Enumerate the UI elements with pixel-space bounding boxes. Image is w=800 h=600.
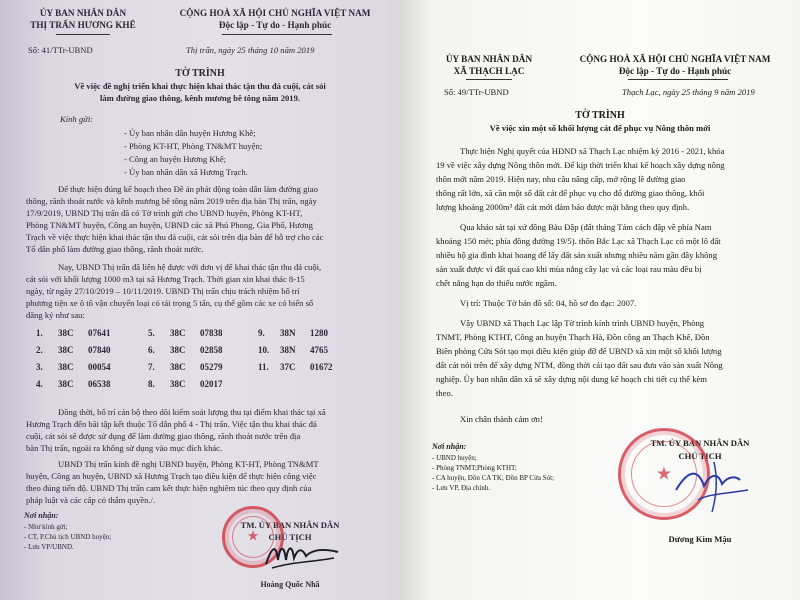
- right-para2-line: khoảng 150 mét; phía đông đường 19/5). thôn Bắc Lạc xã Thạch Lạc có một lô đất: [436, 236, 721, 246]
- left-para1-line: thông, rãnh thoát nước và kênh mương bê tông năm 2019 trên địa bàn Thị trấn, ngày: [26, 196, 317, 206]
- left-para2-line: đăng ký như sau:: [26, 310, 85, 320]
- left-para4-line: huyện, Công an huyện, UBND xã Hương Trạch tạo điều kiện để thực hiện công việc: [26, 471, 317, 481]
- left-org-line1: ỦY BAN NHÂN DÂN: [39, 8, 127, 18]
- plate-prefix: 38C: [170, 379, 186, 389]
- right-signature-icon: [668, 450, 758, 520]
- right-official-seal-icon: ★: [618, 428, 710, 520]
- plate-index: 11.: [258, 362, 269, 372]
- left-recipient-3: - Công an huyện Hương Khê;: [124, 154, 227, 164]
- left-noi-nhan-item: - Như kính gửi;: [24, 523, 68, 531]
- vehicle-plate-item: [148, 362, 223, 372]
- document-right: [400, 0, 800, 600]
- plate-index: 6.: [148, 345, 155, 355]
- plate-prefix: 38C: [170, 362, 186, 372]
- left-para1-line: Để thực hiện đúng kế hoạch theo Đề án phát động toàn dân làm đường giao: [58, 184, 318, 194]
- left-sign-title-1: TM. ỦY BAN NHÂN DÂN: [240, 520, 340, 530]
- left-sign-title-2: CHỦ TỊCH: [268, 532, 312, 542]
- plate-prefix: 38C: [58, 345, 74, 355]
- vehicle-plate-item: [148, 345, 223, 355]
- right-noi-nhan-item: - Phòng TNMT;Phòng KTHT;: [432, 464, 517, 472]
- right-noi-nhan-label: Nơi nhận:: [432, 442, 467, 451]
- right-noi-nhan-item: - UBND huyện;: [432, 454, 477, 462]
- right-sign-title-1: TM. ỦY BAN NHÂN DÂN: [650, 438, 750, 448]
- left-doc-date: Thị trấn, ngày 25 tháng 10 năm 2019: [186, 45, 315, 55]
- right-para1-line: lượng khoảng 2000m³ đất cát mới đảm bảo được mặt bằng theo quy định.: [436, 202, 690, 212]
- right-para1-line: thôn mới năm 2019. Hiện nay, nhu cầu nâng cấp, mở rộng lề đường giao: [436, 174, 686, 184]
- left-doc-number: Số: 41/TTr-UBND: [28, 45, 93, 55]
- right-noi-nhan-item: - Lưu VP, Địa chính.: [432, 484, 491, 492]
- left-para3-line: Hương Trạch đến bãi tập kết thuộc Tổ dân phố 4 - Thị trấn. Việc tận thu khai thác đá: [26, 419, 317, 429]
- right-para2-line: chết nắng hạn do thiếu nước ngầm.: [436, 278, 557, 288]
- right-nation-underline: [628, 79, 728, 80]
- left-nation-header: [160, 8, 390, 30]
- right-para1-line: Thực hiện Nghị quyết của HĐND xã Thạch Lạc nhiệm kỳ 2016 - 2021, khóa: [460, 146, 725, 156]
- left-para1-line: Phòng TN&MT huyện, Công an huyện, UBND các xã Phú Phong, Gia Phố, Hương: [26, 220, 313, 230]
- left-recipient-2: - Phòng KT-HT, Phòng TN&MT huyện;: [124, 141, 263, 151]
- vehicle-plate-item: [148, 379, 223, 389]
- plate-prefix: 38C: [58, 362, 74, 372]
- right-noi-nhan-item: - CA huyện, Đồn CA TK; Đồn BP Cửa Sót;: [432, 474, 555, 482]
- plate-number: 1280: [310, 328, 328, 338]
- left-org-line2: THỊ TRẤN HƯƠNG KHÊ: [30, 20, 136, 30]
- right-org-underline: [466, 79, 512, 80]
- left-subject-2: làm đường giao thông, kênh mương bê tông năm 2019.: [99, 93, 301, 103]
- left-para2-line: cát sỏi với khối lượng 1000 m3 tại xã Hương Trạch. Thời gian xin khai thác 8-15: [26, 274, 305, 284]
- right-para4-line: đất cát nói trên để xây dựng NTM, đồng thời cải tạo đất sau đưa vào sản xuất Nông: [436, 360, 723, 370]
- left-nation-line2: Độc lập - Tự do - Hạnh phúc: [218, 20, 332, 30]
- vehicle-plate-item: [258, 328, 328, 338]
- vehicle-plate-item: [36, 345, 111, 355]
- plate-prefix: 38C: [58, 379, 74, 389]
- left-doc-type: TỜ TRÌNH: [175, 68, 225, 79]
- left-nation-underline: [222, 34, 332, 35]
- right-para3-line: Vị trí: Thuộc Tờ bản đồ số: 04, hồ sơ đo đạc: 2007.: [460, 298, 637, 308]
- right-para4-line: Biên phòng Cửa Sót tạo mọi điều kiện giúp đỡ để UBND xã xin một số khối lượng: [436, 346, 722, 356]
- left-para4-line: theo đúng tiến độ. UBND Thị trấn cam kết thực hiện nghiêm túc theo quy định của: [26, 483, 312, 493]
- plate-index: 10.: [258, 345, 270, 355]
- left-para4-line: UBND Thị trấn kính đề nghị UBND huyện, Phòng KT-HT, Phòng TN&MT: [58, 459, 319, 469]
- plate-number: 4765: [310, 345, 328, 355]
- right-para2-line: Qua khảo sát tại xứ đồng Bàu Đập (đất tháng Tám cách đập về phía Nam: [460, 222, 712, 232]
- left-noi-nhan-item: - CT, P.Chủ tịch UBND huyện;: [24, 533, 112, 541]
- right-doc-number: Số: 49/TTr-UBND: [444, 87, 509, 97]
- plate-prefix: 37C: [280, 362, 296, 372]
- left-para2-line: ngày, từ ngày 27/10/2019 – 10/11/2019. UBND Thị trấn chịu trách nhiệm bố trí: [26, 286, 300, 296]
- vehicle-plate-item: [258, 362, 333, 372]
- plate-prefix: 38N: [280, 345, 296, 355]
- plate-prefix: 38C: [170, 328, 186, 338]
- right-doc-type: TỜ TRÌNH: [575, 110, 625, 121]
- plate-number: 07641: [88, 328, 111, 338]
- left-org-underline: [56, 34, 110, 35]
- right-sign-title-2: CHỦ TỊCH: [678, 451, 722, 461]
- plate-index: 5.: [148, 328, 155, 338]
- right-org-line1: ỦY BAN NHÂN DÂN: [445, 54, 533, 64]
- left-kinh-gui: Kính gửi:: [60, 114, 94, 124]
- left-recipient-4: - Ủy ban nhân dân xã Hương Trạch.: [124, 167, 248, 177]
- plate-index: 8.: [148, 379, 155, 389]
- plate-prefix: 38N: [280, 328, 296, 338]
- right-para1-line: 19 về việc xây dựng Nông thôn mới. Để kịp thời triển khai kế hoạch xây dựng nông: [436, 160, 725, 170]
- left-para3-line: cuội, cát sỏi sẽ được sử dụng để làm đường giao thông, rãnh thoát nước trên địa: [26, 431, 301, 441]
- vehicle-plate-item: [36, 379, 111, 389]
- right-doc-date: Thạch Lạc, ngày 25 tháng 9 năm 2019: [622, 87, 755, 97]
- left-para1-line: Tổ dân phố làm đường giao thông, rãnh thoát nước.: [26, 244, 204, 254]
- plate-number: 06538: [88, 379, 111, 389]
- right-para4-line: Vậy UBND xã Thạch Lạc lập Tờ trình kính trình UBND huyện, Phòng: [460, 318, 705, 328]
- right-para4-line: theo.: [436, 388, 453, 398]
- plate-index: 2.: [36, 345, 43, 355]
- plate-number: 00054: [88, 362, 111, 372]
- vehicle-plate-item: [148, 328, 223, 338]
- plate-number: 05279: [200, 362, 223, 372]
- right-nation-header: [560, 54, 790, 76]
- plate-number: 01672: [310, 362, 333, 372]
- left-noi-nhan-label: Nơi nhận:: [24, 511, 59, 520]
- vehicle-plate-item: [36, 362, 111, 372]
- left-para2-line: phương tiện xe ô tô vận chuyển loại có tải trọng 5 tấn, cụ thể gồm các xe có biển số: [26, 298, 314, 308]
- right-para4-line: TNMT, Phòng KTHT, Công an huyện Thạch Hà, Đồn công an Thạch Khê, Đồn: [436, 332, 710, 342]
- left-recipient-1: - Ủy ban nhân dân huyện Hương Khê;: [124, 128, 256, 138]
- left-para3-line: Đồng thời, bố trí cán bộ theo dõi kiểm soát lượng thu tại điểm khai thác tại xã: [58, 407, 326, 417]
- plate-index: 7.: [148, 362, 155, 372]
- plate-prefix: 38C: [58, 328, 74, 338]
- left-para1-line: Trạch về việc thực hiện khai thác tận thu đá cuội, cát sỏi trên địa bàn để hỗ trợ cho các: [26, 232, 324, 242]
- left-noi-nhan-item: - Lưu VP/UBND.: [24, 543, 74, 551]
- right-org-line2: XÃ THẠCH LẠC: [453, 66, 525, 76]
- plate-number: 02858: [200, 345, 223, 355]
- right-signer-name: Dương Kim Mậu: [668, 534, 732, 544]
- vehicle-plate-item: [258, 345, 328, 355]
- right-para2-line: nhiều hộ gia đình khai hoang để lấy đất sản xuất nhưng nhiều năm gần đây không: [436, 250, 718, 260]
- right-para1-line: thông rất lớn, xã cần một số đất cát để phục vụ cho đổ đường giao thông, khối: [436, 188, 705, 198]
- left-para4-line: pháp luật và các cấp có thẩm quyền./.: [26, 495, 156, 505]
- left-signature-icon: [262, 536, 342, 572]
- plate-prefix: 38C: [170, 345, 186, 355]
- right-para4-line: nghiệp. Ủy ban nhân dân xã sẽ xây dựng nội dung kế hoạch chi tiết cụ thể kèm: [436, 374, 707, 384]
- plate-index: 9.: [258, 328, 265, 338]
- plate-index: 3.: [36, 362, 43, 372]
- left-signer-name: Hoàng Quốc Nhã: [260, 580, 320, 589]
- left-org-header: [18, 8, 148, 30]
- right-subject: Về việc xin một số khối lượng cát để phục vụ Nông thôn mới: [489, 123, 711, 133]
- right-org-header: [424, 54, 554, 76]
- right-thanks: Xin chân thành cảm ơn!: [460, 414, 543, 424]
- right-nation-line1: CỘNG HOÀ XÃ HỘI CHỦ NGHĨA VIỆT NAM: [579, 54, 771, 64]
- plate-index: 4.: [36, 379, 43, 389]
- left-nation-line1: CỘNG HOÀ XÃ HỘI CHỦ NGHĨA VIỆT NAM: [179, 8, 371, 18]
- plate-number: 02017: [200, 379, 223, 389]
- left-para2-line: Nay, UBND Thị trấn đã liên hệ được với đơn vị để khai thác tận thu đá cuội,: [58, 262, 322, 272]
- left-para3-line: bàn Thị trấn, ngoài ra không sử dụng vào mục đích khác.: [26, 443, 223, 453]
- plate-number: 07840: [88, 345, 111, 355]
- left-official-seal-icon: ★: [222, 506, 284, 568]
- vehicle-plate-item: [36, 328, 111, 338]
- plate-number: 07838: [200, 328, 223, 338]
- plate-index: 1.: [36, 328, 43, 338]
- right-para2-line: sản xuất được vì đất quá cao khi mùa nắng cây lạc và các loại rau màu đều bị: [436, 264, 702, 274]
- left-para1-line: 17/9/2019, UBND Thị trấn đã có Tờ trình gửi cho UBND huyện, Phòng KT-HT,: [26, 208, 303, 218]
- right-nation-line2: Độc lập - Tự do - Hạnh phúc: [618, 66, 732, 76]
- left-subject-1: Về việc đề nghị triển khai thực hiện khai thác tận thu đá cuội, cát sỏi: [74, 81, 326, 91]
